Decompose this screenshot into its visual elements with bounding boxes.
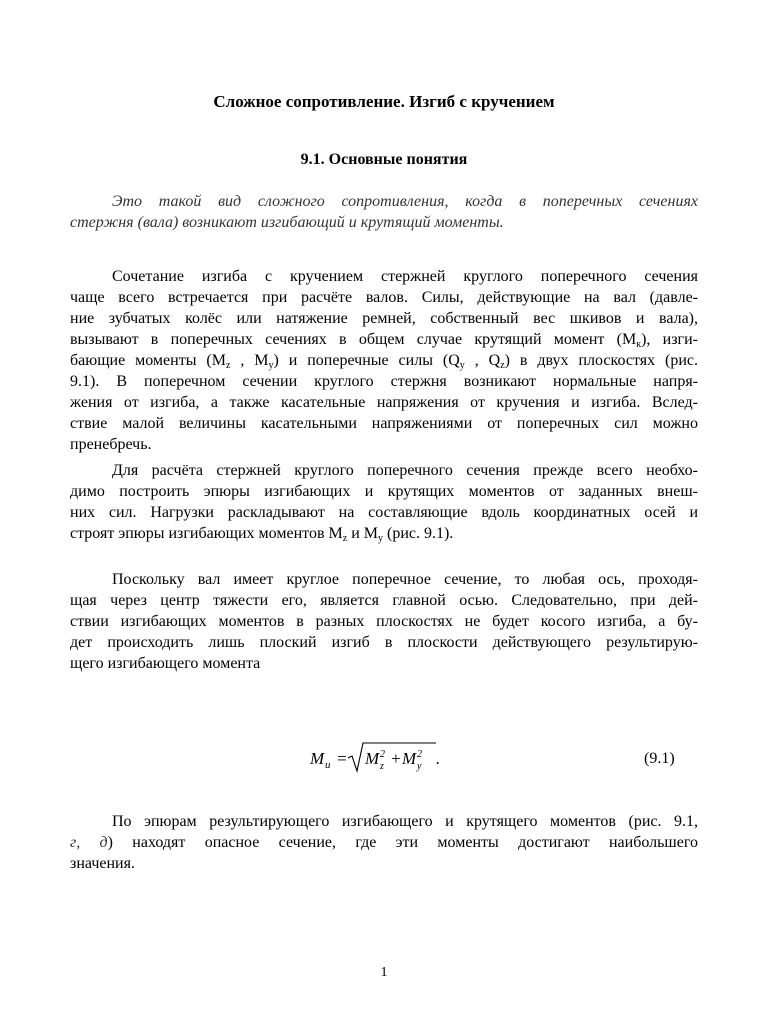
p1-line-3: ние зубчатых колёс или натяжение ремней, собственный вес шкивов и вала), [70,310,698,327]
section-heading: 9.1. Основные понятия [300,151,468,168]
formula-lhs-sub: и [325,759,331,771]
p3-line-5: щего изгибающего момента [70,655,261,672]
p1-my-sub: y [268,360,274,371]
p1-line-5-text: бающие моменты (M [70,352,226,369]
p2-end: (рис. 9.1). [382,525,454,542]
p4-line-2 [70,832,698,853]
p1-line-8: ствие малой величины касательными напряжениями от поперечных сил можно [70,415,698,432]
p1-line-4 [70,329,698,350]
p4-figure-letters: г, д [70,834,108,851]
p2-line-3: них сил. Нагрузки раскладывают на составляющие вдоль координатных осей и [70,504,698,521]
p1-line-1: Сочетание изгиба с кручением стержней круглого поперечного сечения [112,268,698,285]
p1-line-4-tail: ), изги- [641,331,698,348]
p1-my-mid: , M [230,352,269,369]
p4-line-3: значения. [70,855,135,872]
formula-9-1 [310,740,450,776]
formula-my: M [402,749,417,768]
formula-plus: + [390,749,402,768]
p1-line-4-text: вызывают в поперечных сечениях в общем случае крутящий момент (M [70,331,637,348]
paragraph-4 [70,811,698,874]
definition-line-1: Это такой вид сложного сопротивления, когда в поперечных сечениях [112,193,698,210]
p3-line-1: Поскольку вал имеет круглое поперечное сечение, то любая ось, проходя- [112,571,698,588]
p1-qy-sub: y [459,360,465,371]
formula-mz-sub: z [380,761,384,772]
p1-mz-sub: z [225,360,231,371]
equation-number: (9.1) [644,750,675,767]
formula-lhs: M [310,749,325,768]
p2-line-2: димо построить эпюры изгибающих и крутящих моментов от заданных внеш- [70,483,698,500]
p1-q-after: ) и поперечные силы (Q [273,352,460,369]
p3-line-3: ствии изгибающих моментов в разных плоскостях не будет косого изгиба, а бу- [70,613,698,630]
definition-line-2: стержня (вала) возникают изгибающий и крутящий моменты. [70,214,504,231]
formula-mz: M [365,749,380,768]
p4-line-1: По эпюрам результирующего изгибающего и крутящего моментов (рис. 9.1, [112,813,698,830]
p1-qz-sub: z [500,360,505,371]
p2-and: и M [347,525,378,542]
p2-line-1: Для расчёта стержней круглого поперечного сечения прежде всего необхо- [112,462,698,479]
formula-my-exp: 2 [417,749,422,760]
p3-line-2: щая через центр тяжести его, является главной осью. Следовательно, при дей- [70,592,698,609]
p1-line-7: жения от изгиба, а также касательные напряжения от кручения и изгиба. Вслед- [70,394,698,411]
paragraph-3 [70,569,698,674]
formula-mz-exp: 2 [380,749,385,760]
formula-my-sub: y [417,761,422,772]
formula-dot: . [436,749,441,768]
p1-mk-sub: к [636,339,642,350]
p2-mz-sub: z [342,533,348,544]
p1-line-6: 9.1). В поперечном сечении круглого стержня возникают нормальные напря- [70,373,698,390]
p1-line-2: чаще всего встречается при расчёте валов. Силы, действующие на вал (давле- [70,289,698,306]
p2-my-sub: y [377,533,383,544]
definition-paragraph [70,191,698,233]
p1-line-9: пренебречь. [70,436,152,453]
p3-line-4: дет происходить лишь плоский изгиб в плоскости действующего результирую- [70,634,698,651]
page-number: 1 [380,965,388,980]
p1-qz-mid: , Q [464,352,501,369]
p4-line-2-rest: ) находят опасное сечение, где эти моменты достигают наибольшего [107,834,698,851]
paragraph-2 [70,460,698,544]
formula-eq: = [336,749,348,768]
paragraph-1 [70,266,698,455]
p2-line-4-text: строят эпюры изгибающих моментов M [70,525,343,542]
p1-line-5 [70,350,698,371]
p1-line-5-end: ) в двух плоскостях (рис. [504,352,699,369]
document-title: Сложное сопротивление. Изгиб с кручением [213,92,555,111]
p2-line-4 [70,523,698,544]
